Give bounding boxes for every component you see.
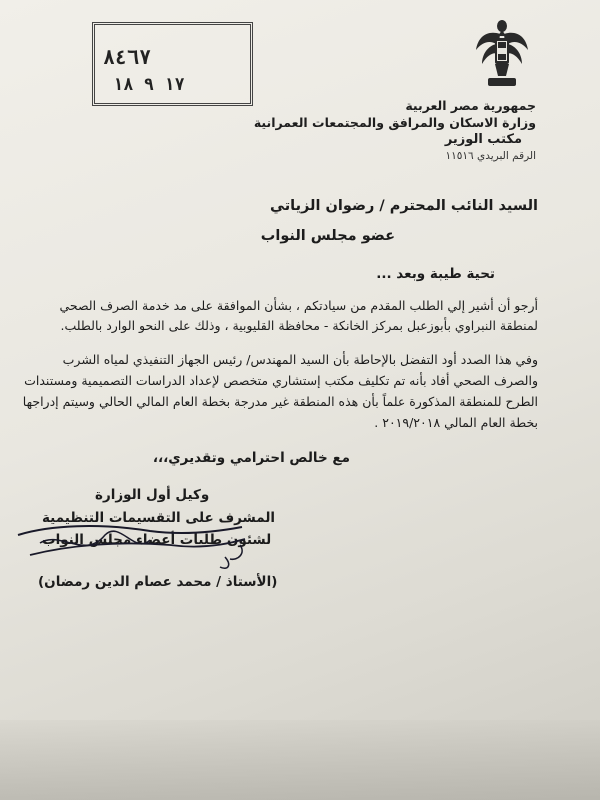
addressee-name: السيد النائب المحترم / رضوان الزياتي (270, 198, 538, 214)
postal-code: الرقم البريدي ١١٥١٦ (445, 150, 536, 162)
addressee-role: عضو مجلس النواب (260, 228, 395, 244)
signatory-name: (الأستاذ / محمد عصام الدين رمضان) (38, 574, 278, 590)
header-country: جمهورية مصر العربية (405, 98, 536, 113)
paragraph-2-line-2: والصرف الصحي أفاد بأنه تم تكليف مكتب إستشاري متخصص لإعداد الدراسات التصميمية ومستندات (24, 373, 538, 388)
signature-title-2: المشرف على التقسيمات التنظيمية (42, 510, 276, 526)
closing-line: مع خالص احترامي وتقديري،،، (152, 450, 350, 466)
paragraph-1-line-1: أرجو أن أشير إلي الطلب المقدم من سيادتكم ، بشأن الموافقة على مد خدمة الصرف الصحي (59, 298, 538, 313)
incoming-stamp (92, 22, 253, 106)
page-shadow (0, 720, 600, 800)
paragraph-2-line-4: بخطة العام المالي ٢٠١٩/٢٠١٨ . (374, 415, 538, 430)
greeting: تحية طيبة وبعد ... (376, 266, 495, 282)
signature-title-1: وكيل أول الوزارة (95, 487, 210, 503)
paragraph-2-line-3: الطرح للمنطقة المذكورة علماً بأن هذه المنطقة غير مدرجة بخطة العام المالي الحالي وسيتم إدراجها (22, 394, 538, 409)
signature-title-3: لشئون طلبات أعضاء مجلس النواب (42, 532, 272, 548)
egypt-eagle-emblem-icon (470, 16, 534, 94)
stamp-date: ١٧ ٩ ١٨ (113, 75, 185, 95)
header-ministry: وزارة الاسكان والمرافق والمجتمعات العمرانية (253, 115, 536, 130)
header-office: مكتب الوزير (444, 132, 522, 147)
paragraph-1-line-2: لمنطقة النبراوي بأبوزعبل بمركز الخانكة - محافظة القليوبية ، وذلك على النحو الوارد بالطلب. (60, 318, 538, 333)
paragraph-2-line-1: وفي هذا الصدد أود التفضل بالإحاطة بأن السيد المهندس/ رئيس الجهاز التنفيذي لمياه الشرب (62, 352, 538, 367)
stamp-number: ٨٤٦٧ (103, 45, 152, 69)
